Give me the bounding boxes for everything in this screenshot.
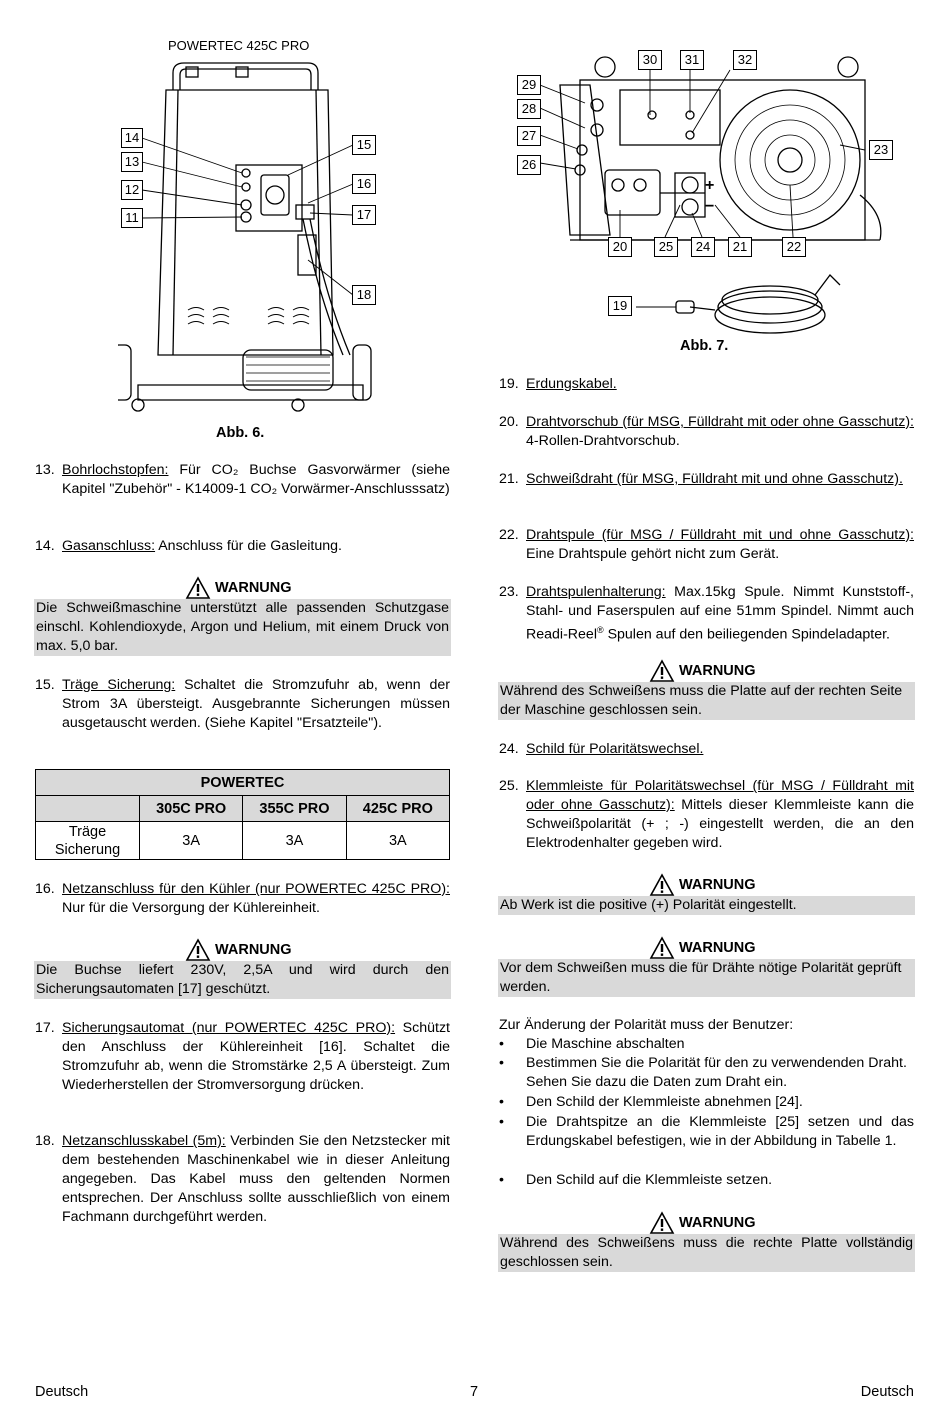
item-18 [35, 1132, 450, 1246]
item-title: Drahtspulenhalterung: [526, 584, 666, 600]
warning-box: Während des Schweißens muss die rechte Platte vollständig geschlossen sein. [500, 1235, 913, 1270]
figure-caption-abb-6: Abb. 6. [216, 425, 265, 441]
item-text: Für CO₂ Buchse Gasvorwärmer (siehe Kapitel "Zubehör" - K14009-1 CO₂ Vorwärmer-Anschlusssatz) [62, 462, 450, 497]
warning-heading [649, 659, 756, 683]
table-col-305: 305C PRO [140, 796, 243, 822]
warning-icon [649, 936, 675, 960]
item-22 [499, 526, 914, 566]
item-text: Schaltet die Stromzufuhr ab, wenn der Strom 3A übersteigt. Ausgebrannte Sicherungen müssen ausgetauscht werden. (Siehe Kapitel "Ersatzteile"). [62, 677, 450, 731]
item-title: Erdungskabel. [526, 376, 617, 392]
minus-sign: − [705, 198, 715, 215]
item-title: Schweißdraht (für MSG, Fülldraht mit und ohne Gasschutz). [526, 471, 903, 487]
callout-19: 19 [608, 296, 632, 316]
item-number: 17. [35, 1020, 55, 1036]
item-number: 24. [499, 741, 519, 757]
item-number: 20. [499, 414, 519, 430]
bullet-item [499, 1113, 914, 1170]
callout-13: 13 [121, 152, 143, 172]
bullet-text: Die Drahtspitze an die Klemmleiste [25] setzen und das Erdungskabel befestigen, wie in der Abbildung in Tabelle 1. [526, 1114, 914, 1149]
item-title: Schild für Polaritätswechsel. [526, 741, 704, 757]
callout-18: 18 [352, 285, 376, 305]
callout-26: 26 [517, 155, 541, 175]
polarity-intro: Zur Änderung der Polarität muss der Benutzer: [499, 1017, 794, 1033]
warning-label: WARNUNG [679, 877, 756, 893]
item-number: 18. [35, 1133, 55, 1149]
item-20 [499, 413, 914, 453]
warning-heading [185, 576, 292, 600]
item-title: Drahtspule (für MSG / Fülldraht mit und ohne Gasschutz): [526, 527, 914, 543]
footer-page-number: 7 [470, 1384, 479, 1400]
item-text: Schützt den Anschluss der Kühlereinheit [16]. Schaltet die Stromzufuhr ab, wenn die Stromstärke 2,5 A übersteigt. Zum Wiederherstellen der Stromversorgung drücken. [62, 1020, 450, 1093]
bullet-item [499, 1054, 914, 1092]
item-17 [35, 1019, 450, 1115]
warning-heading [649, 873, 756, 897]
bullet-text: Den Schild der Klemmleiste abnehmen [24]. [526, 1094, 803, 1110]
table-col-355: 355C PRO [243, 796, 346, 822]
warning-label: WARNUNG [679, 940, 756, 956]
item-text: Max.15kg Spule. Nimmt Kunststoff-, Stahl- und Faserspulen auf eine 51mm Spindel. Nimmt auch Readi-Reel [526, 584, 914, 643]
bullet-item [499, 1093, 914, 1112]
item-number: 25. [499, 778, 519, 794]
item-25 [499, 777, 914, 853]
machine-side-view-illustration [540, 45, 900, 345]
registered-mark: ® [596, 625, 604, 635]
callout-23: 23 [869, 140, 893, 160]
callout-20: 20 [608, 237, 632, 257]
item-text-continued: Spulen auf den beiliegenden Spindeladapter. [603, 626, 890, 643]
fuse-table [35, 769, 450, 860]
item-title: Sicherungsautomat (nur POWERTEC 425C PRO): [62, 1020, 396, 1036]
callout-28: 28 [517, 99, 541, 119]
warning-label: WARNUNG [679, 1215, 756, 1231]
item-number: 23. [499, 584, 519, 600]
item-19 [499, 375, 914, 395]
table-header: POWERTEC [36, 770, 450, 796]
item-text: Eine Drahtspule gehört nicht zum Gerät. [526, 546, 780, 562]
callout-12: 12 [121, 180, 143, 200]
bullet-text: Den Schild auf die Klemmleiste setzen. [526, 1172, 773, 1188]
warning-icon [649, 873, 675, 897]
item-16 [35, 880, 450, 920]
table-cell: 3A [243, 822, 346, 860]
bullet-dot: • [499, 1055, 504, 1071]
item-number: 16. [35, 881, 55, 897]
bullet-dot: • [499, 1114, 504, 1130]
plus-sign: + [705, 177, 715, 194]
warning-box: Vor dem Schweißen muss die für Drähte nötige Polarität geprüft werden. [498, 959, 915, 997]
callout-31: 31 [680, 50, 704, 70]
table-cell: 3A [140, 822, 243, 860]
bullet-item [499, 1035, 914, 1054]
item-title: Drahtvorschub (für MSG, Fülldraht mit oder ohne Gasschutz): [526, 414, 914, 430]
item-number: 15. [35, 677, 55, 693]
warning-heading [649, 1211, 756, 1235]
callout-21: 21 [728, 237, 752, 257]
warning-box: Die Buchse liefert 230V, 2,5A und wird durch den Sicherungsautomaten [17] geschützt. [36, 962, 449, 997]
callout-25: 25 [654, 237, 678, 257]
table-col-425: 425C PRO [346, 796, 449, 822]
item-title: Gasanschluss: [62, 538, 156, 554]
bullet-text: Die Maschine abschalten [526, 1036, 685, 1052]
item-13 [35, 461, 450, 521]
callout-27: 27 [517, 126, 541, 146]
callout-16: 16 [352, 174, 376, 194]
footer-language-right: Deutsch [860, 1384, 914, 1400]
callout-22: 22 [782, 237, 806, 257]
item-23 [499, 583, 914, 659]
item-text: Nur für die Versorgung der Kühlereinheit. [62, 900, 320, 916]
warning-box: Die Schweißmaschine unterstützt alle passenden Schutzgase einschl. Kohlendioxyde, Argon und Helium, mit einem Druck von max. 5,0 bar. [36, 600, 449, 654]
item-number: 13. [35, 462, 55, 478]
item-title: Klemmleiste für Polaritätswechsel (für MSG / Fülldraht mit oder ohne Gasschutz): [526, 778, 914, 813]
warning-icon [649, 1211, 675, 1235]
bullet-dot: • [499, 1094, 504, 1110]
warning-icon [185, 576, 211, 600]
callout-32: 32 [733, 50, 757, 70]
callout-17: 17 [352, 205, 376, 225]
bullet-dot: • [499, 1172, 504, 1188]
item-number: 22. [499, 527, 519, 543]
item-number: 19. [499, 376, 519, 392]
callout-29: 29 [517, 75, 541, 95]
item-number: 21. [499, 471, 519, 487]
warning-heading [649, 936, 756, 960]
table-cell: 3A [346, 822, 449, 860]
machine-rear-view-illustration [118, 55, 458, 420]
bullet-dot: • [499, 1036, 504, 1052]
item-title: Träge Sicherung: [62, 677, 176, 693]
item-15 [35, 676, 450, 752]
table-corner [36, 796, 140, 822]
callout-24: 24 [691, 237, 715, 257]
callout-15: 15 [352, 135, 376, 155]
item-text: 4-Rollen-Drahtvorschub. [526, 433, 680, 449]
left-figure-title: POWERTEC 425C PRO [168, 38, 310, 53]
figure-caption-abb-7: Abb. 7. [680, 338, 729, 354]
item-title: Netzanschluss für den Kühler (nur POWERTEC 425C PRO): [62, 881, 450, 897]
item-title: Bohrlochstopfen: [62, 462, 169, 478]
warning-label: WARNUNG [215, 580, 292, 596]
item-14 [35, 537, 450, 557]
item-number: 14. [35, 538, 55, 554]
item-text: Anschluss für die Gasleitung. [155, 538, 342, 554]
bullet-item [499, 1171, 914, 1190]
warning-box: Ab Werk ist die positive (+) Polarität eingestellt. [498, 896, 915, 915]
warning-label: WARNUNG [215, 942, 292, 958]
warning-heading [185, 938, 292, 962]
footer-language-left: Deutsch [35, 1384, 89, 1400]
callout-14: 14 [121, 128, 143, 148]
item-title: Netzanschlusskabel (5m): [62, 1133, 226, 1149]
callout-30: 30 [638, 50, 662, 70]
warning-box: Während des Schweißens muss die Platte auf der rechten Seite der Maschine geschlossen sein. [498, 682, 915, 720]
warning-label: WARNUNG [679, 663, 756, 679]
table-row-label: Träge Sicherung [36, 822, 140, 860]
warning-icon [649, 659, 675, 683]
warning-icon [185, 938, 211, 962]
bullet-text: Bestimmen Sie die Polarität für den zu verwendenden Draht. Sehen Sie dazu die Daten zum Draht ein. [526, 1055, 907, 1090]
item-text: Verbinden Sie den Netzstecker mit dem bestehenden Maschinenkabel wie in dieser Anleitung angegeben. Das Kabel muss den geltenden Normen entsprechen. Der Anschluss sollte ausschließlich von einem Fachmann durchgeführt werden. [62, 1133, 450, 1225]
callout-11: 11 [121, 208, 143, 228]
item-text: Mittels dieser Klemmleiste kann die Schweißpolarität (+ ; -) eingestellt werden, die an den Elektrodenhalter gegeben wird. [526, 797, 914, 851]
item-24 [499, 740, 914, 760]
item-21 [499, 470, 914, 510]
